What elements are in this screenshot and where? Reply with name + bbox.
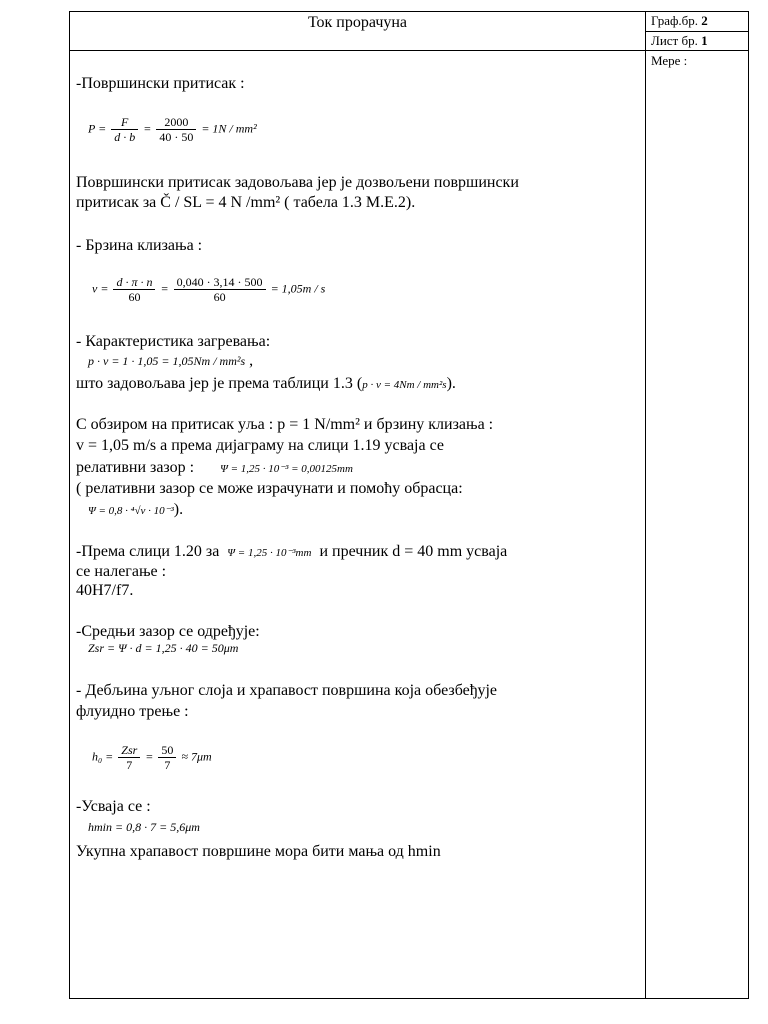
formula-pv: p · v = 1 · 1,05 = 1,05Nm / mm²s , [88, 352, 254, 369]
section-heating: - Карактеристика загревања: [76, 333, 271, 350]
graf-number-cell [651, 13, 708, 29]
section-oil-film: - Дебљина уљног слоја и храпавост површина која обезбеђује [76, 682, 498, 699]
page-title: Ток прорачуна [307, 14, 408, 31]
text-heating-ok: што задовољава јер је према таблици 1.3 (p · v = 4Nm / mm²s). [76, 375, 456, 392]
text-relative-clearance: релативни зазор : Ψ = 1,25 · 10⁻³ = 0,00125mm [76, 459, 353, 476]
measures-label: Мере : [651, 53, 688, 68]
formula-speed: v = $\frac{d \cdot \pi \cdot n}{60}$ = $\frac{0,040 \cdot 3,14 \cdot 500}{60}$ = 1,05m / s [92, 275, 326, 304]
section-mean-clearance: -Средњи зазор се одређује: [76, 623, 260, 640]
text-fit-selection: -Према слици 1.20 за Ψ = 1,25 · 10⁻³mm и пречник d = 40 mm усваја [76, 543, 508, 560]
text-total-roughness: Укупна храпавост површине мора бити мања од hmin [76, 843, 441, 860]
text-fit-label: се налегање : [76, 563, 167, 580]
section-surface-pressure: -Површински притисак : [76, 75, 245, 92]
section-sliding-speed: - Брзина клизања : [76, 237, 203, 254]
formula-relative-clearance: Ψ = 1,25 · 10⁻³ = 0,00125mm [220, 463, 353, 475]
formula-psi: Ψ = 0,8 · ⁴√v · 10⁻³). [88, 501, 184, 518]
graf-label: Граф.бр. [651, 13, 699, 28]
column-divider [645, 11, 646, 999]
formula-pressure: P = $\frac{F}{d \cdot b}$ = $\frac{2000}{40 \cdot 50}$ = 1N / mm² [88, 115, 257, 144]
text-oil-pressure: С обзиром на притисак уља : p = 1 N/mm² и брзину клизања : [76, 416, 494, 433]
section-adopted: -Усваја се : [76, 798, 151, 815]
header-divider-right-1 [645, 31, 749, 32]
header-divider-right-2 [645, 50, 749, 51]
text-pressure-table: притисак за Č / SL = 4 N /mm² ( табела 1.3 М.Е.2). [76, 194, 416, 211]
text-fluid-friction: флуидно трење : [76, 703, 189, 720]
formula-film-thickness: h₀ = $\frac{\text{Zsr}}{7}$ = $\frac{50}{7}$ ≈ 7μm [92, 743, 212, 772]
sheet-label: Лист бр. [651, 33, 698, 48]
sheet-number-cell [651, 33, 708, 49]
formula-mean-clearance: Zsr = Ψ · d = 1,25 · 40 = 50μm [88, 641, 239, 655]
text-speed-diagram: v = 1,05 m/s а према дијаграму на слици 1.19 усваја се [76, 437, 444, 454]
graf-value: 2 [701, 13, 708, 28]
text-clearance-formula: ( релативни зазор се може израчунати и помоћу обрасца: [76, 480, 463, 497]
formula-pv-limit: p · v = 4Nm / mm²s [362, 379, 447, 391]
formula-psi-value: Ψ = 1,25 · 10⁻³mm [227, 547, 312, 559]
text-pressure-ok: Површински притисак задовољава јер је дозвољени површински [76, 174, 519, 191]
formula-hmin: hmin = 0,8 · 7 = 5,6μm [88, 820, 200, 834]
header-divider-left [69, 50, 646, 51]
fit-value: 40H7/f7. [76, 582, 134, 599]
sheet-value: 1 [701, 33, 708, 48]
